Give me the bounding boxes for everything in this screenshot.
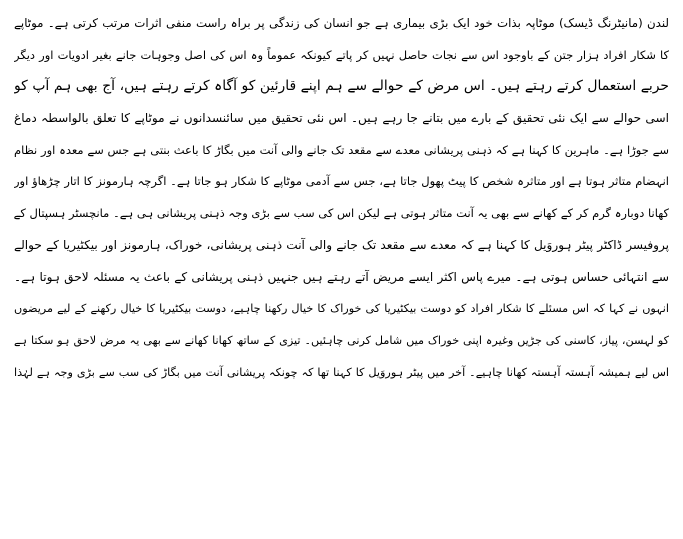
article-line: پروفیسر ڈاکٹر پیٹر ہوروَیل کا کہنا ہے کہ معدے سے مقعد تک جانے والی آنت ذہنی پریشانی، خوراک، ہارمونز اور بیکٹیریا کے حوالے	[14, 237, 669, 252]
article-line: کھانا دوبارہ گرم کر کے کھانے سے بھی یہ آنت متاثر ہوتی ہے لیکن اس کی سب سے بڑی وجہ ذہنی پریشانی ہی ہے۔ مانچسٹر ہسپتال کے	[14, 206, 669, 221]
article-line: کو لہسن، پیاز، کاسنی کی جڑیں وغیرہ اپنی خوراک میں شامل کرنی چاہئیں۔ تیزی کے ساتھ کھانا کھانے سے بھی یہ مرض لاحق ہو سکتا ہے	[14, 333, 669, 347]
article-line: اس لیے ہمیشہ آہستہ آہستہ کھانا چاہیے۔ آخر میں پیٹر ہوروَیل کا کہنا تھا کہ چونکہ پریشانی آنت میں بگاڑ کی سب سے بڑی وجہ ہے لہٰذا	[14, 365, 669, 379]
article-line: سے انتہائی حساس ہوتی ہے۔ میرے پاس اکثر ایسے مریض آتے رہتے ہیں جنہیں ذہنی پریشانی کے باعث یہ مسئلہ لاحق ہوتا ہے۔	[14, 269, 669, 284]
article-line: انہوں نے کہا کہ اس مسئلے کا شکار افراد کو دوست بیکٹیریا کی خوراک کا خیال رکھنا چاہیے، دوست بیکٹیریا کا خیال رکھنے کے لیے مریضوں	[14, 302, 669, 316]
article-line: کا شکار افراد ہزار جتن کے باوجود اس سے نجات حاصل نہیں کر پاتے کیونکہ عموماً وہ اس کی اصل وجوہات جانے بغیر ادویات اور دیگر	[14, 47, 669, 62]
article-line: انہضام متاثر ہوتا ہے اور متاثرہ شخص کا پیٹ پھول جاتا ہے، جس سے آدمی موٹاپے کا شکار ہو جاتا ہے۔ اگرچہ ہارمونز کا اتار چڑھاؤ اور	[14, 174, 669, 189]
article-line: اسی حوالے سے ایک نئی تحقیق کے بارے میں بتانے جا رہے ہیں۔ اس نئی تحقیق میں سائنسدانوں نے موٹاپے کا تعلق بالواسطہ دماغ	[14, 111, 669, 126]
article-line: سے جوڑا ہے۔ ماہرین کا کہنا ہے کہ ذہنی پریشانی معدے سے مقعد تک جانے والی آنت میں بگاڑ کا باعث بنتی ہے جس سے معدہ اور نظام	[14, 142, 669, 157]
article-line: حربے استعمال کرتے رہتے ہیں۔ اس مرض کے حوالے سے ہم اپنے قارئین کو آگاہ کرتے رہتے ہیں، آج بھی ہم آپ کو	[14, 78, 669, 95]
article-line: لندن (مانیٹرنگ ڈیسک) موٹاپہ بذات خود ایک بڑی بیماری ہے جو انسان کی زندگی پر براہ راست منفی اثرات مرتب کرتی ہے۔ موٹاپے	[14, 16, 669, 30]
